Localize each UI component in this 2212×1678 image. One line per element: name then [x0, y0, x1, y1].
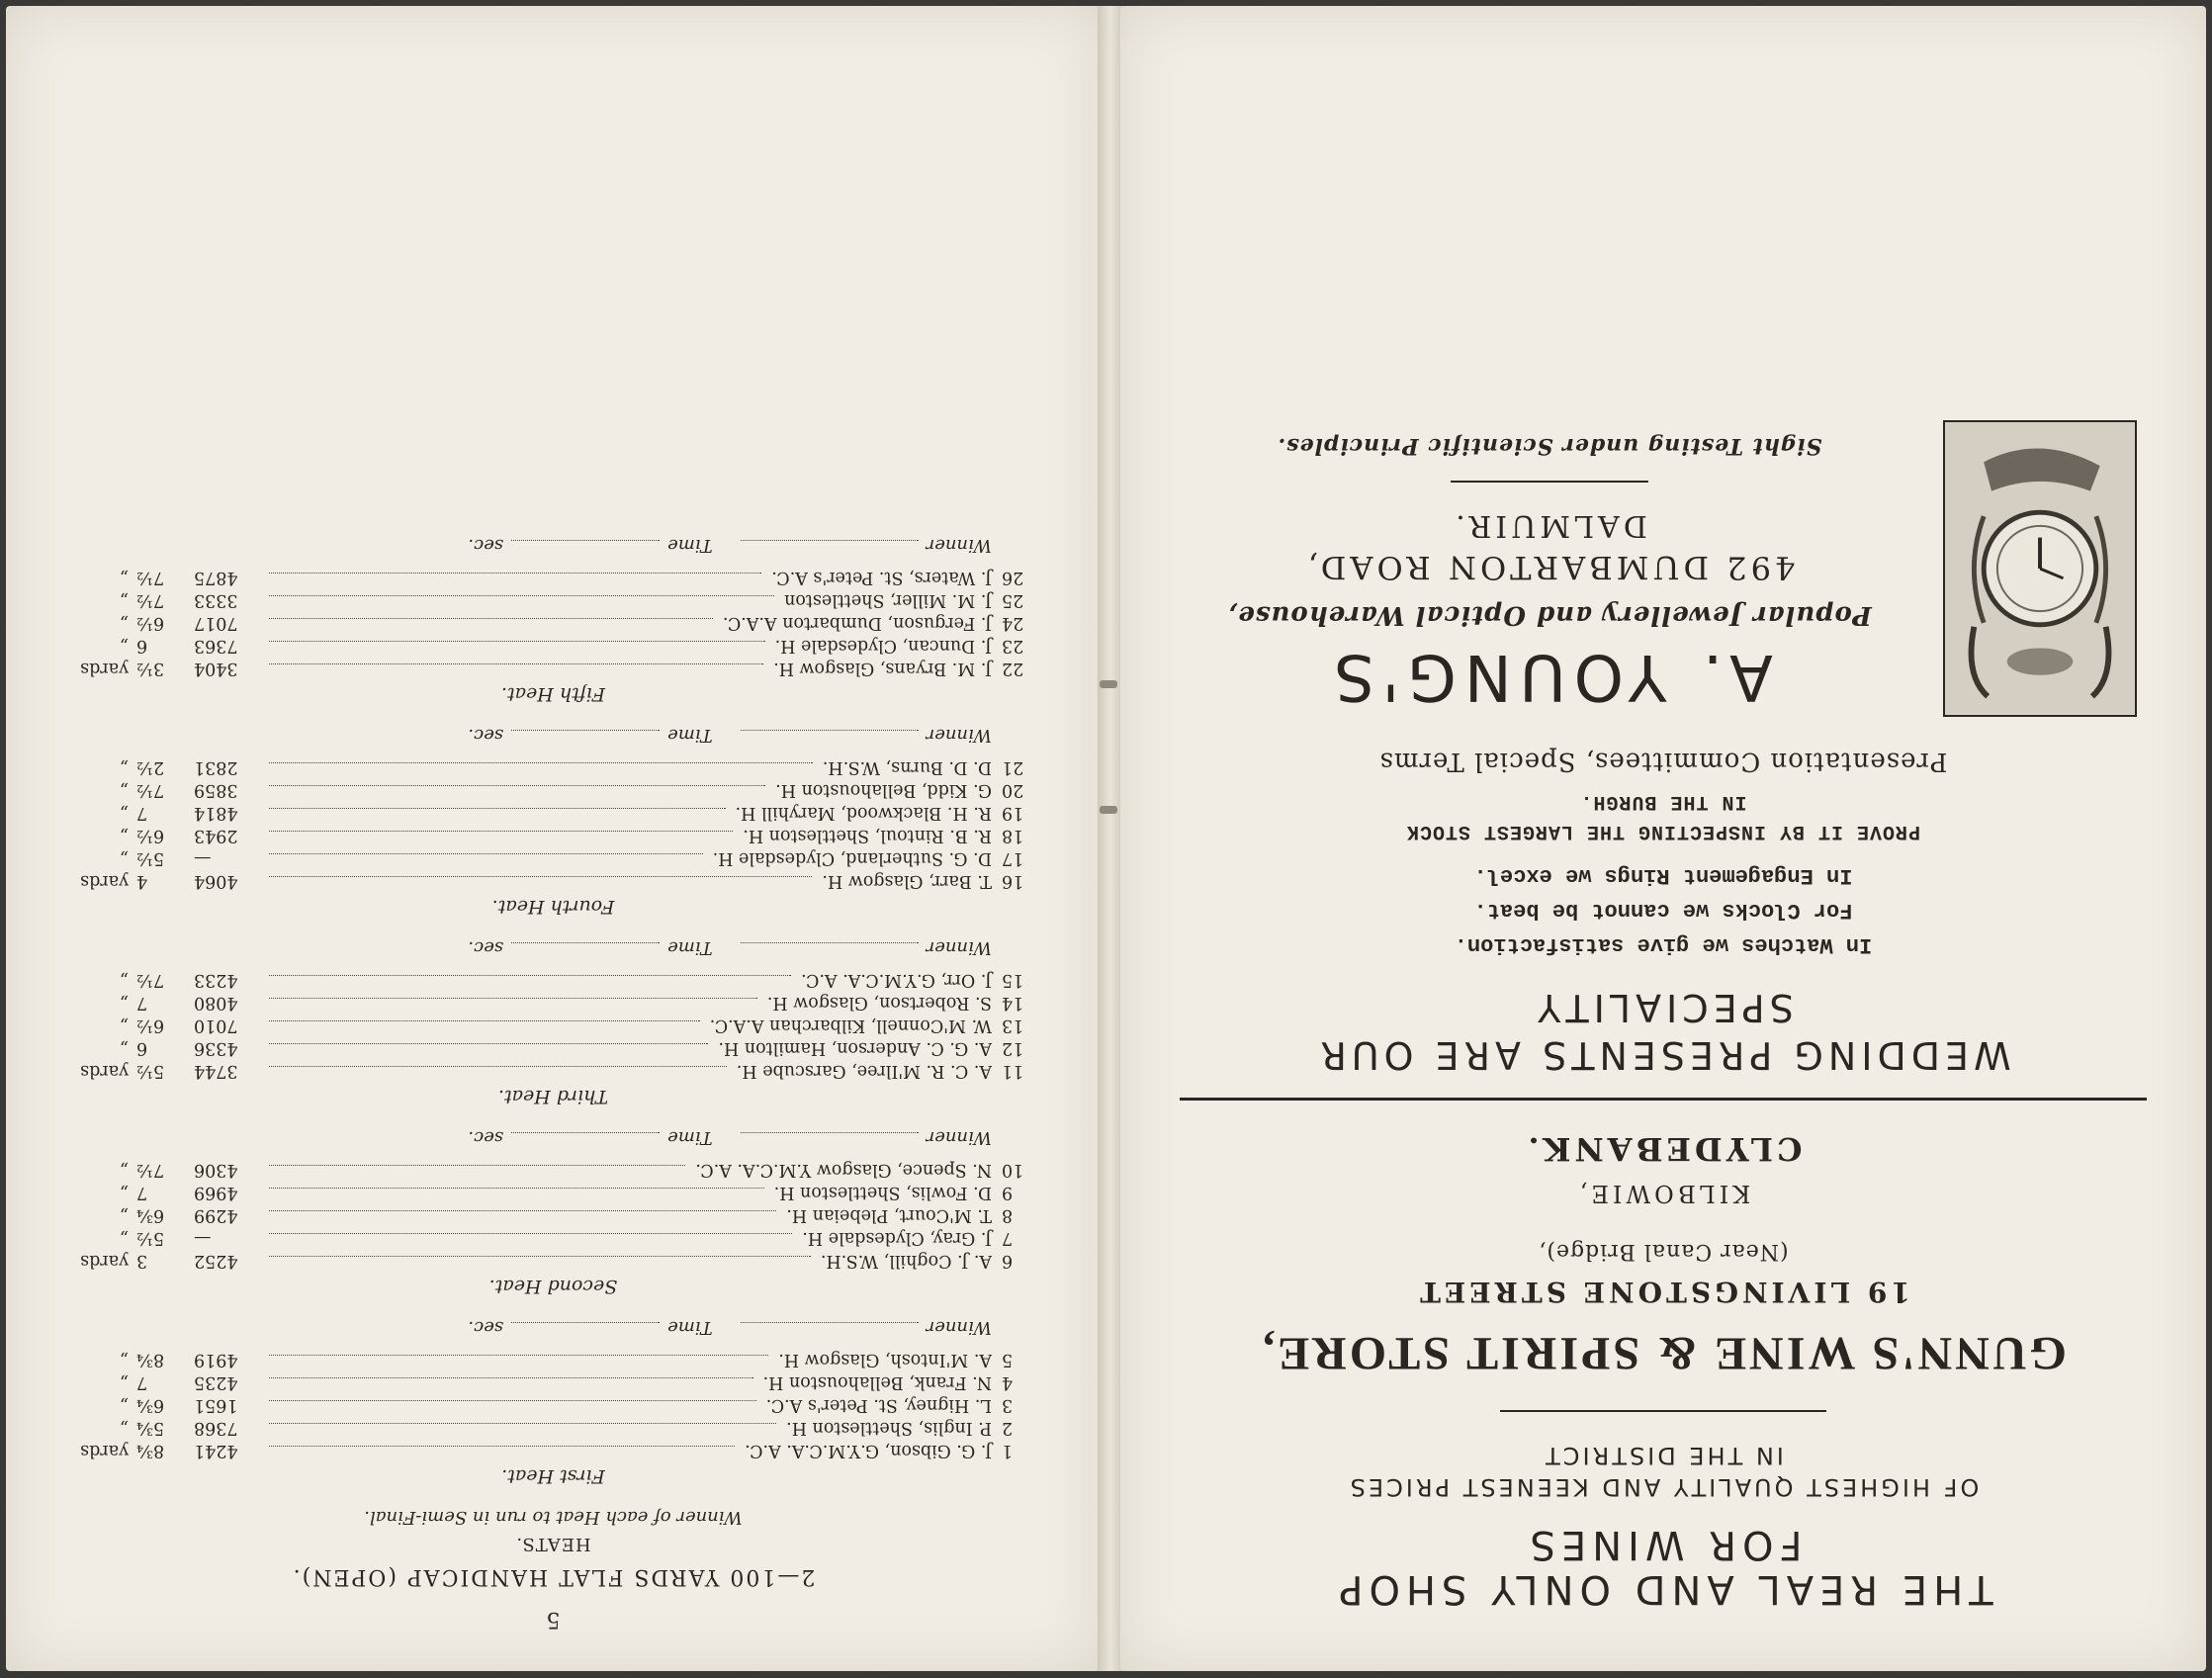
competitor-number: 17: [1002, 848, 1024, 868]
heats-note: Winner of each Heat to run in Semi-Final.: [364, 1507, 743, 1528]
competitor-number: 8: [1002, 1205, 1014, 1225]
programme-body: [75, 535, 1031, 1632]
competitor-name: G. Kidd, Bellahouston H.: [775, 780, 992, 800]
heats-label: HEATS.: [515, 1534, 591, 1554]
young-text: [1180, 433, 1919, 727]
heats-list: [75, 535, 1031, 1487]
competitor-name: N. Spence, Glasgow Y.M.C.A. A.C.: [695, 1160, 992, 1180]
wedding-speciality: SPECIALITY: [1533, 986, 1794, 1030]
winner-label: Winner: [926, 1317, 992, 1338]
shop-name: GUNN'S WINE & SPIRIT STORE,: [1260, 1327, 2067, 1379]
competitor-row: [75, 588, 1031, 611]
handicap-yards: 7½: [136, 780, 165, 800]
competitor-number: 5: [1002, 1350, 1014, 1369]
competitor-number: 6: [1002, 1251, 1014, 1271]
handicap-unit: „: [119, 636, 129, 656]
handicap-yards: 8¾: [136, 1350, 165, 1369]
leader-dots: [269, 1355, 768, 1356]
handicap-unit: „: [119, 1350, 129, 1369]
competitor-id: —: [194, 1228, 212, 1248]
handicap-yards: 8¾: [136, 1441, 165, 1460]
handicap-unit: „: [119, 1205, 129, 1225]
handicap-unit: „: [119, 1418, 129, 1438]
handicap-yards: 4: [136, 871, 148, 891]
winner-label: Winner: [926, 937, 992, 958]
leader-dots: [269, 573, 761, 574]
competitor-name: P. Inglis, Shettleston H.: [786, 1418, 992, 1438]
handicap-yards: 6¾: [136, 1205, 165, 1225]
competitor-id: 7363: [194, 636, 238, 656]
leader-dots: [269, 876, 812, 877]
competitor-number: 13: [1002, 1016, 1024, 1035]
winner-blank: [741, 1322, 919, 1338]
competitor-id: 3859: [194, 780, 238, 800]
competitor-name: J. Duncan, Clydesdale H.: [774, 636, 992, 656]
handicap-unit: yards: [80, 1441, 129, 1460]
competitor-name: D. G. Sutherland, Clydesdale H.: [712, 848, 992, 868]
advert-body: [1180, 400, 2147, 1632]
advert-quality: OF HIGHEST QUALITY AND KEENEST PRICES: [1347, 1473, 1980, 1501]
handicap-yards: 7: [136, 1372, 148, 1392]
handicap-unit: „: [119, 970, 129, 990]
handicap-yards: 6: [136, 636, 148, 656]
time-blank: [511, 540, 660, 556]
handicap-yards: 5¾: [136, 1418, 165, 1438]
leader-dots: [269, 975, 791, 976]
handicap-yards: 6½: [136, 1016, 165, 1035]
leader-dots: [269, 808, 726, 809]
heat-winner-line: [75, 1127, 1031, 1148]
slogan-watches: In Watches we give satisfaction.: [1454, 932, 1873, 957]
handicap-yards: 6½: [136, 826, 165, 845]
handicap-yards: 7½: [136, 970, 165, 990]
shop-town: CLYDEBANK.: [1524, 1130, 1803, 1168]
divider-small: [1451, 481, 1648, 483]
time-label: Time: [667, 1317, 713, 1338]
sec-label: sec.: [468, 725, 504, 746]
sec-label: sec.: [468, 1317, 504, 1338]
leader-dots: [269, 1256, 811, 1257]
competitor-id: 4336: [194, 1038, 238, 1058]
leader-dots: [269, 785, 765, 786]
competitor-id: 4064: [194, 871, 238, 891]
handicap-unit: „: [119, 1160, 129, 1180]
competitor-id: 4241: [194, 1441, 238, 1460]
leader-dots: [269, 1400, 756, 1401]
competitor-number: 24: [1002, 613, 1024, 633]
competitor-row: [75, 566, 1031, 588]
competitor-number: 1: [1002, 1441, 1014, 1460]
competitor-id: 4235: [194, 1372, 238, 1392]
handicap-unit: „: [119, 613, 129, 633]
programme-content: [6, 6, 1101, 1671]
handicap-unit: „: [119, 1228, 129, 1248]
heat-title: Fourth Heat.: [491, 896, 615, 918]
competitor-id: 3744: [194, 1061, 238, 1081]
advert-page: [1120, 6, 2206, 1671]
handicap-unit: „: [119, 1016, 129, 1035]
competitor-number: 15: [1002, 970, 1024, 990]
time-blank: [511, 942, 660, 958]
competitor-row: [75, 1203, 1031, 1226]
handicap-yards: 3: [136, 1251, 148, 1271]
competitor-id: 4875: [194, 568, 238, 587]
handicap-yards: 7½: [136, 590, 165, 610]
competitor-row: [75, 1439, 1031, 1461]
handicap-unit: yards: [80, 659, 129, 678]
handicap-unit: „: [119, 803, 129, 823]
leader-dots: [269, 998, 757, 999]
competitor-name: J. G. Gibson, G.Y.M.C.A. A.C.: [745, 1441, 992, 1460]
competitor-name: N. Frank, Bellahouston H.: [762, 1372, 992, 1392]
programme-page: [6, 6, 1101, 1671]
competitor-id: 4919: [194, 1350, 238, 1369]
competitor-id: 7368: [194, 1418, 238, 1438]
competitor-number: 14: [1002, 993, 1024, 1013]
winner-blank: [741, 1132, 919, 1148]
competitor-number: 4: [1002, 1372, 1014, 1392]
competitor-id: 1651: [194, 1395, 238, 1415]
shop-street: 19 LIVINGSTONE STREET: [1416, 1276, 1910, 1308]
event-title: 2—100 YARDS FLAT HANDICAP (OPEN).: [291, 1564, 816, 1589]
handicap-unit: „: [119, 1395, 129, 1415]
handicap-unit: „: [119, 757, 129, 777]
winner-blank: [741, 540, 919, 556]
handicap-unit: „: [119, 826, 129, 845]
competitor-row: [75, 755, 1031, 778]
leader-dots: [269, 1165, 685, 1166]
competitor-number: 7: [1002, 1228, 1014, 1248]
competitor-row: [75, 1181, 1031, 1203]
competitor-id: 4299: [194, 1205, 238, 1225]
competitor-row: [75, 1370, 1031, 1393]
jeweller-slogans: [1180, 857, 2147, 962]
competitor-number: 19: [1002, 803, 1024, 823]
handicap-yards: 7½: [136, 568, 165, 587]
time-blank: [511, 1132, 660, 1148]
handicap-unit: „: [119, 568, 129, 587]
competitor-name: J. Gray, Clydesdale H.: [802, 1228, 992, 1248]
competitor-row: [75, 657, 1031, 679]
competitor-id: —: [194, 848, 212, 868]
competitor-id: 7010: [194, 1016, 238, 1035]
jeweller-address: 492 DUMBARTON ROAD,: [1303, 549, 1796, 587]
advert-content: [1120, 6, 2206, 1671]
jeweller-town: DALMUIR.: [1452, 508, 1647, 544]
competitor-number: 26: [1002, 568, 1024, 587]
sec-label: sec.: [468, 937, 504, 958]
heat-title: Fifth Heat.: [500, 683, 606, 705]
competitor-id: 7017: [194, 613, 238, 633]
winner-label: Winner: [926, 1127, 992, 1148]
competitor-number: 21: [1002, 757, 1024, 777]
competitor-number: 2: [1002, 1418, 1014, 1438]
competitor-row: [75, 1416, 1031, 1439]
handicap-yards: 6½: [136, 613, 165, 633]
advert-district: IN THE DISTRICT: [1543, 1442, 1784, 1469]
competitor-row: [75, 968, 1031, 991]
competitor-number: 18: [1002, 826, 1024, 845]
leader-dots: [269, 618, 713, 619]
competitor-name: S. Robertson, Glasgow H.: [766, 993, 992, 1013]
winner-blank: [741, 942, 919, 958]
competitor-row: [75, 1014, 1031, 1036]
competitor-row: [75, 1059, 1031, 1082]
leader-dots: [269, 595, 774, 596]
handicap-yards: 5½: [136, 1228, 165, 1248]
advert-headline: THE REAL AND ONLY SHOP: [1333, 1566, 1993, 1612]
divider: [1500, 1410, 1826, 1412]
leader-dots: [269, 1423, 776, 1424]
handicap-unit: „: [119, 590, 129, 610]
prove-line-1: PROVE IT BY INSPECTING THE LARGEST STOCK: [1405, 820, 1921, 843]
sec-label: sec.: [468, 1127, 504, 1148]
time-label: Time: [667, 1127, 713, 1148]
competitor-number: 11: [1002, 1061, 1024, 1081]
competitor-number: 10: [1002, 1160, 1024, 1180]
competitor-row: [75, 1249, 1031, 1272]
handicap-yards: 5½: [136, 1061, 165, 1081]
handicap-unit: yards: [80, 1251, 129, 1271]
competitor-name: L. Higney, St. Peter's A.C.: [765, 1395, 992, 1415]
competitor-name: W. M'Connell, Kilbarchan A.A.C.: [709, 1016, 992, 1035]
handicap-unit: „: [119, 780, 129, 800]
competitor-id: 4969: [194, 1183, 238, 1202]
presentation-terms: Presentation Committees, Special Terms: [1378, 747, 1948, 777]
competitor-number: 20: [1002, 780, 1024, 800]
leader-dots: [269, 762, 813, 763]
leader-dots: [269, 1020, 700, 1021]
leader-dots: [269, 853, 703, 854]
wedding-headline: WEDDING PRESENTS ARE OUR: [1315, 1033, 2011, 1077]
competitor-row: [75, 869, 1031, 892]
competitor-id: 4306: [194, 1160, 238, 1180]
competitor-row: [75, 1036, 1031, 1059]
time-label: Time: [667, 535, 713, 556]
competitor-row: [75, 1226, 1031, 1249]
competitor-row: [75, 1393, 1031, 1416]
leader-dots: [269, 1188, 764, 1189]
handicap-unit: „: [119, 848, 129, 868]
slogan-clocks: For Clocks we cannot be beat.: [1473, 897, 1853, 923]
prove-line-2: IN THE BURGH.: [1579, 790, 1747, 814]
competitor-row: [75, 1158, 1031, 1181]
competitor-number: 23: [1002, 636, 1024, 656]
leader-dots: [269, 1377, 753, 1378]
competitor-name: A. J. Coghill, W.S.H.: [820, 1251, 992, 1271]
handicap-unit: yards: [80, 1061, 129, 1081]
competitor-name: A. M'Intosh, Glasgow H.: [778, 1350, 992, 1369]
competitor-id: 4814: [194, 803, 238, 823]
handicap-yards: 3½: [136, 659, 165, 678]
shop-area: KILBOWIE,: [1575, 1180, 1751, 1207]
jeweller-name: A. YOUNG'S: [1326, 640, 1773, 714]
competitor-id: 2943: [194, 826, 238, 845]
page-number: 5: [546, 1607, 561, 1632]
handicap-unit: yards: [80, 871, 129, 891]
leader-dots: [269, 1210, 776, 1211]
winner-blank: [741, 730, 919, 746]
handicap-unit: „: [119, 1183, 129, 1202]
leader-dots: [269, 1043, 708, 1044]
time-label: Time: [667, 725, 713, 746]
competitor-row: [75, 991, 1031, 1014]
handicap-yards: 6: [136, 1038, 148, 1058]
competitor-name: A. G. C. Anderson, Hamilton H.: [718, 1038, 992, 1058]
handicap-yards: 2½: [136, 757, 165, 777]
time-blank: [511, 730, 660, 746]
competitor-id: 3333: [194, 590, 238, 610]
competitor-number: 22: [1002, 659, 1024, 678]
competitor-row: [75, 611, 1031, 634]
competitor-name: A. C. R. M'Ilree, Garscube H.: [736, 1061, 992, 1081]
handicap-yards: 5½: [136, 848, 165, 868]
competitor-row: [75, 1348, 1031, 1370]
prove-it: [1180, 786, 2147, 845]
leader-dots: [269, 831, 733, 832]
competitor-row: [75, 634, 1031, 657]
handicap-yards: 7: [136, 1183, 148, 1202]
handicap-yards: 6¾: [136, 1395, 165, 1415]
clock-icon: [1945, 422, 2135, 715]
handicap-unit: „: [119, 1372, 129, 1392]
competitor-name: D. Fowlis, Shettleston H.: [773, 1183, 992, 1202]
sight-testing: Sight Testing under Scientific Principles.: [1277, 433, 1822, 460]
competitor-number: 16: [1002, 871, 1024, 891]
handicap-yards: 7: [136, 803, 148, 823]
competitor-number: 12: [1002, 1038, 1024, 1058]
handicap-unit: „: [119, 1038, 129, 1058]
competitor-id: 4252: [194, 1251, 238, 1271]
competitor-id: 3404: [194, 659, 238, 678]
winner-label: Winner: [926, 725, 992, 746]
competitor-name: J. M. Miller, Shettleston: [784, 590, 992, 610]
heat-title: Second Heat.: [488, 1276, 618, 1297]
handicap-yards: 7: [136, 993, 148, 1013]
heat-title: First Heat.: [501, 1465, 605, 1487]
staple-bottom: [1100, 806, 1117, 814]
competitor-name: R. H. Blackwood, Maryhill H.: [735, 803, 992, 823]
heat-title: Third Heat.: [497, 1086, 609, 1107]
time-blank: [511, 1322, 660, 1338]
competitor-name: T. Barr, Glasgow H.: [822, 871, 992, 891]
young-advert: [1180, 400, 2147, 727]
heat-winner-line: [75, 725, 1031, 746]
competitor-number: 25: [1002, 590, 1024, 610]
competitor-id: 4233: [194, 970, 238, 990]
time-label: Time: [667, 937, 713, 958]
handicap-yards: 7½: [136, 1160, 165, 1180]
competitor-name: J. M. Bryans, Glasgow H.: [773, 659, 992, 678]
competitor-id: 2831: [194, 757, 238, 777]
advert-headline-2: FOR WINES: [1524, 1522, 1803, 1567]
heat-winner-line: [75, 535, 1031, 556]
competitor-number: 9: [1002, 1183, 1014, 1202]
competitor-name: T. M'Court, Plebeian H.: [786, 1205, 992, 1225]
leader-dots: [269, 641, 765, 642]
handicap-unit: „: [119, 993, 129, 1013]
competitor-name: J. Ferguson, Dumbarton A.A.C.: [722, 613, 992, 633]
competitor-number: 3: [1002, 1395, 1014, 1415]
competitor-row: [75, 778, 1031, 801]
competitor-id: 4080: [194, 993, 238, 1013]
competitor-name: R. B. Rintoul, Shettleston H.: [743, 826, 992, 845]
competitor-row: [75, 824, 1031, 846]
competitor-name: J. Orr, G.Y.M.C.A. A.C.: [801, 970, 992, 990]
competitor-row: [75, 846, 1031, 869]
competitor-name: J. Waters, St. Peter's A.C.: [771, 568, 992, 587]
divider-long: [1180, 1098, 2147, 1101]
shop-landmark: (Near Canal Bridge),: [1538, 1239, 1789, 1264]
leader-dots: [269, 1066, 727, 1067]
competitor-row: [75, 801, 1031, 824]
winner-label: Winner: [926, 535, 992, 556]
competitor-name: D. D. Burns, W.S.H.: [822, 757, 992, 777]
leader-dots: [269, 663, 763, 664]
slogan-rings: In Engagement Rings we excel.: [1473, 862, 1853, 888]
staple-top: [1100, 680, 1117, 688]
heat-winner-line: [75, 937, 1031, 958]
leader-dots: [269, 1446, 735, 1447]
sec-label: sec.: [468, 535, 504, 556]
leader-dots: [269, 1233, 792, 1234]
heat-winner-line: [75, 1317, 1031, 1338]
clock-illustration: [1943, 420, 2137, 717]
jeweller-description: Popular Jewellery and Optical Warehouse,: [1227, 600, 1872, 631]
